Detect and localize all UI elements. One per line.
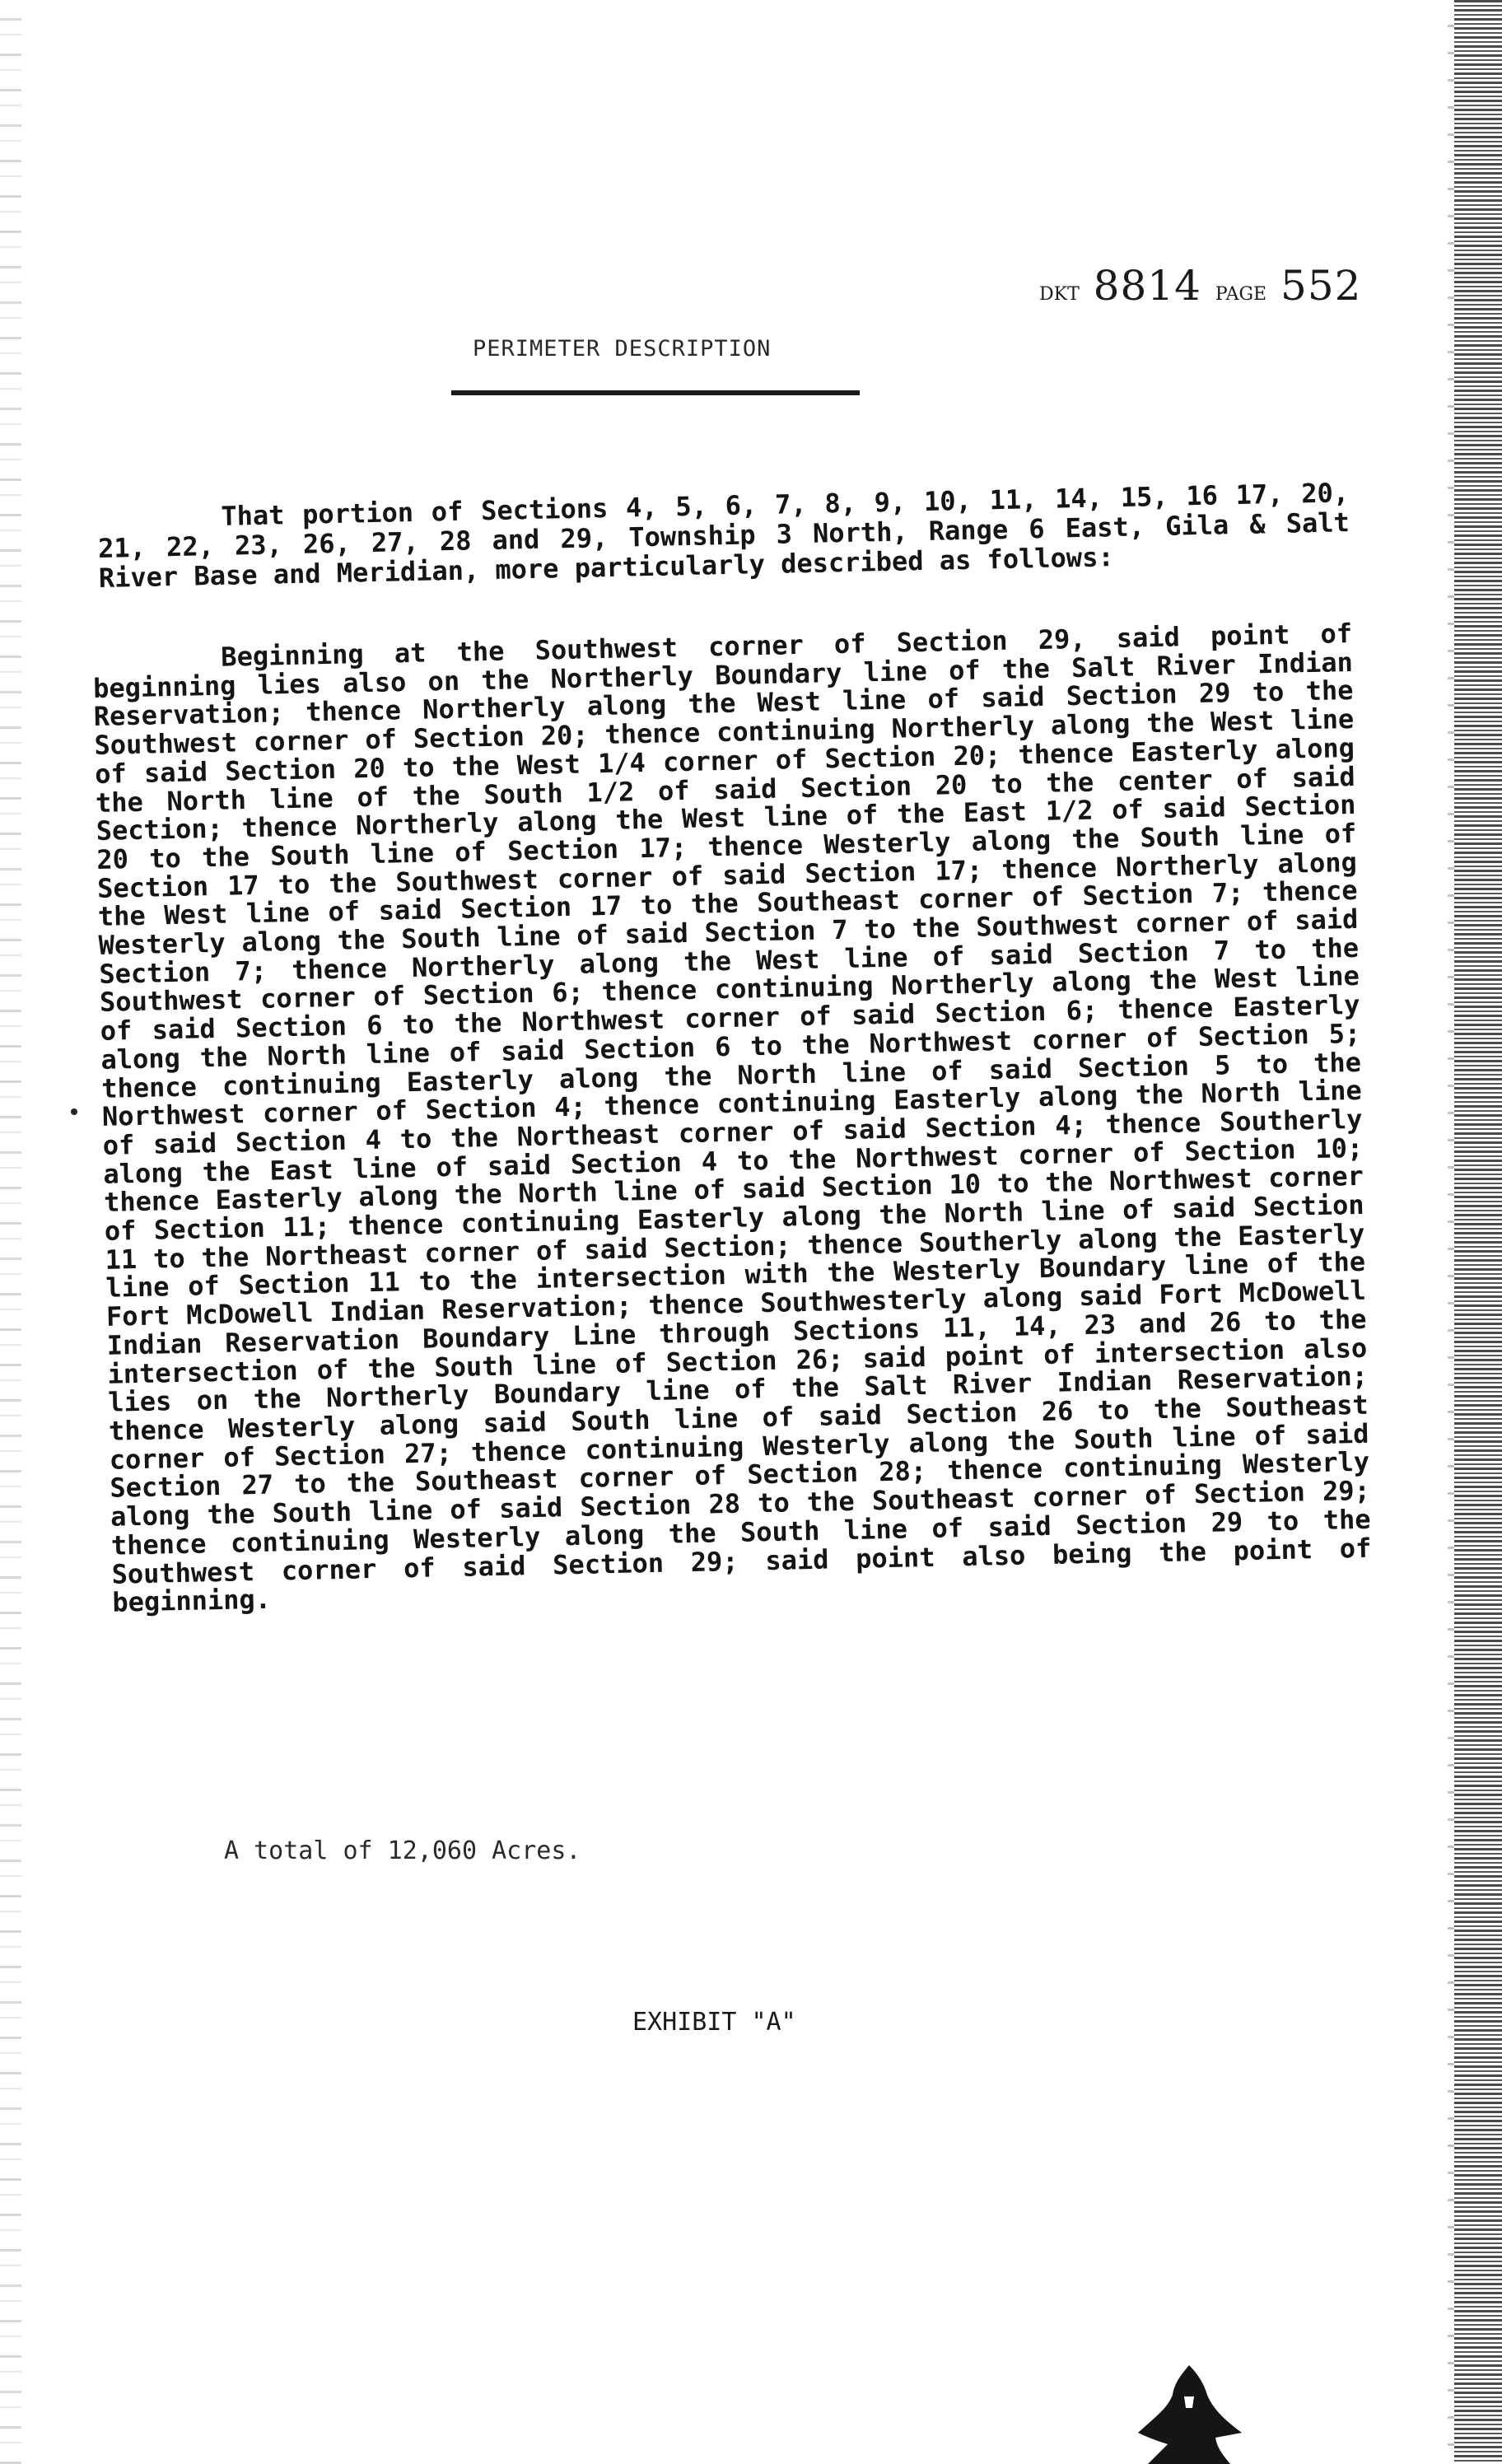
scan-right-edge <box>1454 0 1502 2464</box>
total-acres: A total of 12,060 Acres. <box>224 1836 581 1865</box>
intro-paragraph: That portion of Sections 4, 5, 6, 7, 8, 9, 10, 11, 14, 15, 16 17, 20, 21, 22, 23, 26, 27, 28 and 29, Township 3 North, Range 6 East, Gila & Salt River Base and Meridian, more particularly described as follows: <box>97 477 1350 594</box>
document-heading: PERIMETER DESCRIPTION <box>473 336 772 362</box>
page-label: PAGE <box>1215 284 1267 305</box>
docket-page-stamp <box>1039 262 1361 310</box>
bottom-ink-blot-icon <box>1131 2359 1247 2464</box>
scan-left-edge <box>0 0 21 2464</box>
stray-mark <box>71 1108 77 1115</box>
scan-right-edge-inner <box>1448 0 1454 2464</box>
page-number: 552 <box>1280 262 1362 310</box>
docket-prefix: DKT <box>1039 284 1080 305</box>
heading-underline <box>451 390 860 395</box>
exhibit-label: EXHIBIT "A" <box>632 2008 796 2037</box>
docket-number: 8814 <box>1093 262 1201 310</box>
description-paragraph: Beginning at the Southwest corner of Section 29, said point of beginning lies also on the Northerly Boundary line of the Salt River Indian Reservation; thence Northerly along the West line of said Section 29 to the Southwest corner of Section 20; thence continuing Northerly along the West line of said Section 20 to the West 1/4 corner of Section 20; thence Easterly along the North line of the South 1/2 of said Section 20 to the center of said Section; thence Northerly along the West line of the East 1/2 of said Section 20 to the South line of Section 17; thence Westerly along the South line of Section 17 to the Southwest corner of said Section 17; thence Northerly along the West line of said Section 17 to the Southeast corner of Section 7; thence Westerly along the South line of said Section 7 to the Southwest corner of said Section 7; thence Northerly along the West line of said Section 7 to the Southwest corner of Section 6; thence continuing Northerly along the West line of said Section 6 to the Northwest corner of said Section 6; thence Easterly along the North line of said Section 6 to the Northwest corner of Section 5; thence continuing Easterly along the North line of said Section 5 to the Northwest corner of Section 4; thence continuing Easterly along the North line of said Section 4 to the Northeast corner of said Section 4; thence Southerly along the East line of said Section 4 to the Northwest corner of Section 10; thence Easterly along the North line of said Section 10 to the Northwest corner of Section 11; thence continuing Easterly along the North line of said Section 11 to the Northeast corner of said Section; thence Southerly along the Easterly line of Section 11 to the intersection with the Westerly Boundary line of the Fort McDowell Indian Reservation; thence Southwesterly along said Fort McDowell Indian Reservation Boundary Line through Sections 11, 14, 23 and 26 to the intersection of the South line of Section 26; said point of intersection also lies on the Northerly Boundary line of the Salt River Indian Reservation; thence Westerly along said South line of said Section 26 to the Southeast corner of Section 27; thence continuing Westerly along the South line of said Section 27 to the Southeast corner of Section 28; thence continuing Westerly along the South line of said Section 28 to the Southeast corner of Section 29; thence continuing Westerly along the South line of said Section 29 to the Southwest corner of said Section 29; said point also being the point of beginning. <box>92 617 1372 1618</box>
